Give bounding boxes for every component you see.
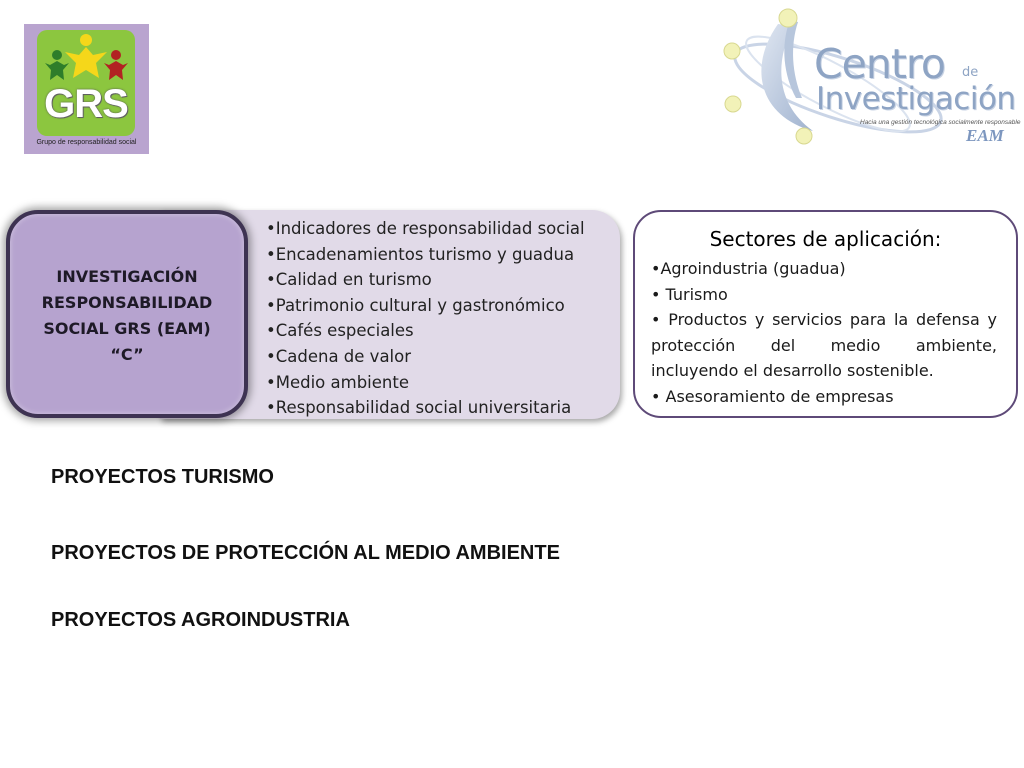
list-item: •Calidad en turismo — [266, 270, 432, 290]
centro-de-word: de — [962, 65, 979, 80]
list-item: • Asesoramiento de empresas — [651, 386, 894, 406]
research-topics-list — [266, 216, 585, 421]
grs-logo — [24, 24, 149, 154]
investigacion-word: Investigación — [816, 81, 1016, 117]
heading-proyectos-medio-ambiente: PROYECTOS DE PROTECCIÓN AL MEDIO AMBIENTE — [51, 542, 560, 564]
list-item: •Cafés especiales — [266, 321, 414, 341]
research-title — [10, 264, 244, 368]
eam-label: EAM — [966, 126, 1004, 145]
centro-investigacion-logo — [718, 6, 1020, 156]
list-item: •Responsabilidad social universitaria — [266, 398, 572, 418]
list-item: •Encadenamientos turismo y guadua — [266, 244, 575, 264]
sectors-title: Sectores de aplicación: — [709, 227, 942, 251]
list-item: •Indicadores de responsabilidad social — [266, 219, 585, 238]
research-title-line: RESPONSABILIDAD — [41, 293, 213, 312]
sectors-box — [633, 210, 1018, 418]
centro-tagline: Hacia una gestión tecnológica socialmente responsable — [860, 119, 1021, 126]
research-title-line: “C” — [110, 345, 144, 364]
list-item: •Medio ambiente — [266, 372, 409, 392]
centro-word: Centro — [814, 40, 945, 88]
grs-figures-icon — [37, 30, 135, 90]
list-item: • Productos y servicios para la defensa y protección del medio ambiente, incluyendo el desarrollo sostenible. — [651, 310, 997, 380]
list-item: • Turismo — [651, 284, 728, 304]
heading-proyectos-turismo: PROYECTOS TURISMO — [51, 466, 274, 488]
list-item: •Cadena de valor — [266, 346, 412, 366]
grs-logo-letters: GRS — [44, 82, 128, 126]
research-title-line: SOCIAL GRS (EAM) — [43, 319, 211, 338]
heading-proyectos-agroindustria: PROYECTOS AGROINDUSTRIA — [51, 609, 350, 631]
grs-logo-caption: Grupo de responsabilidad social — [36, 139, 137, 146]
research-title-line: INVESTIGACIÓN — [56, 267, 198, 286]
list-item: •Agroindustria (guadua) — [651, 259, 846, 278]
sectors-list — [651, 256, 997, 409]
research-title-box — [6, 210, 248, 418]
list-item: •Patrimonio cultural y gastronómico — [266, 295, 565, 315]
